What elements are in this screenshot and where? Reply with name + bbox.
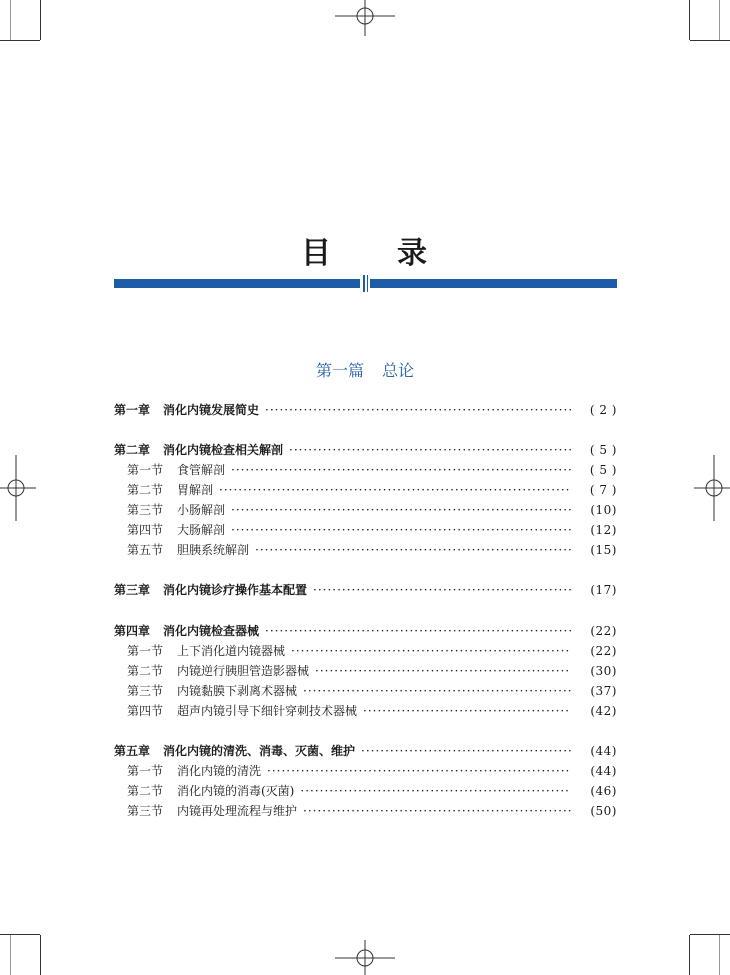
toc-number: 第三节	[127, 503, 164, 517]
crop-mark	[719, 0, 720, 40]
toc-number: 第二节	[127, 483, 164, 497]
toc-title: 消化内镜诊疗操作基本配置	[163, 583, 308, 597]
toc-section-row[interactable]	[114, 461, 617, 479]
toc-section-row[interactable]	[114, 481, 617, 499]
registration-mark-right	[694, 455, 730, 521]
toc-number: 第四章	[114, 624, 151, 638]
toc-title: 内镜再处理流程与维护	[177, 804, 298, 818]
part-title	[0, 358, 730, 381]
toc-leader-dots	[363, 702, 571, 720]
toc-leader-dots	[289, 441, 571, 459]
toc-title: 胃解剖	[177, 483, 214, 497]
toc-number: 第一章	[114, 403, 151, 417]
toc-section-row[interactable]	[114, 702, 617, 720]
crop-mark	[0, 40, 40, 41]
toc-leader-dots	[231, 521, 571, 539]
toc-page: (46)	[590, 784, 617, 798]
title-rule-right	[370, 279, 617, 288]
toc-chapter-row[interactable]	[114, 742, 617, 760]
page-title	[0, 228, 730, 272]
toc-title: 超声内镜引导下细针穿刺技术器械	[177, 704, 358, 718]
toc-section-row[interactable]	[114, 662, 617, 680]
toc-page: (30)	[590, 664, 617, 678]
toc-title: 胆胰系统解剖	[177, 543, 250, 557]
toc-leader-dots	[231, 461, 571, 479]
toc-chapter-row[interactable]	[114, 441, 617, 459]
toc-number: 第一节	[127, 644, 164, 658]
toc-title: 内镜逆行胰胆管造影器械	[177, 664, 310, 678]
toc-title: 消化内镜的消毒(灭菌)	[177, 784, 295, 798]
part-name: 总论	[382, 361, 415, 380]
toc-title: 消化内镜的清洗	[177, 764, 262, 778]
toc-leader-dots	[303, 682, 571, 700]
toc-title: 消化内镜检查相关解剖	[163, 443, 284, 457]
toc-number: 第四节	[127, 523, 164, 537]
registration-mark-left	[0, 455, 36, 521]
crop-mark	[690, 40, 730, 41]
crop-mark	[40, 0, 41, 40]
registration-mark-top	[335, 0, 395, 36]
toc-page: (22)	[590, 624, 617, 638]
toc-number: 第五节	[127, 543, 164, 557]
toc-page: (50)	[590, 804, 617, 818]
toc-chapter-row[interactable]	[114, 622, 617, 640]
toc-page: ( 5 )	[589, 463, 617, 477]
toc-section-row[interactable]	[114, 762, 617, 780]
crop-mark	[10, 935, 11, 975]
toc-leader-dots	[267, 762, 571, 780]
toc-leader-dots	[313, 581, 571, 599]
toc-page: (22)	[590, 644, 617, 658]
toc-page: ( 7 )	[589, 483, 617, 497]
crop-mark	[689, 0, 690, 40]
toc-leader-dots	[265, 622, 571, 640]
toc-section-row[interactable]	[114, 682, 617, 700]
toc-leader-dots	[219, 481, 571, 499]
toc-page: (37)	[590, 684, 617, 698]
toc-title: 内镜黏膜下剥离术器械	[177, 684, 298, 698]
toc-title: 消化内镜的清洗、消毒、灭菌、维护	[163, 744, 356, 758]
title-char-2: 录	[397, 236, 429, 271]
toc-title: 食管解剖	[177, 463, 226, 477]
toc-leader-dots	[255, 541, 571, 559]
crop-mark	[40, 935, 41, 975]
toc-page: (44)	[590, 764, 617, 778]
toc-number: 第三章	[114, 583, 151, 597]
toc-leader-dots	[315, 662, 571, 680]
toc-number: 第三节	[127, 684, 164, 698]
toc-section-row[interactable]	[114, 541, 617, 559]
toc-title: 消化内镜发展简史	[163, 403, 260, 417]
toc-chapter-row[interactable]	[114, 581, 617, 599]
toc-title: 小肠解剖	[177, 503, 226, 517]
toc-leader-dots	[265, 401, 571, 419]
toc-title: 消化内镜检查器械	[163, 624, 260, 638]
toc-number: 第五章	[114, 744, 151, 758]
crop-mark	[0, 934, 40, 935]
crop-mark	[689, 935, 690, 975]
toc-page: ( 2 )	[589, 403, 617, 417]
toc-title: 上下消化道内镜器械	[177, 644, 286, 658]
toc-number: 第二节	[127, 664, 164, 678]
toc-leader-dots	[231, 501, 571, 519]
toc-number: 第四节	[127, 704, 164, 718]
toc-title: 大肠解剖	[177, 523, 226, 537]
toc-page: (17)	[590, 583, 617, 597]
toc-page: (42)	[590, 704, 617, 718]
toc-leader-dots	[291, 642, 571, 660]
toc-number: 第二章	[114, 443, 151, 457]
toc-chapter-row[interactable]	[114, 401, 617, 419]
toc-number: 第二节	[127, 784, 164, 798]
title-rule-divider	[367, 275, 368, 292]
toc-number: 第三节	[127, 804, 164, 818]
toc-section-row[interactable]	[114, 501, 617, 519]
crop-mark	[690, 934, 730, 935]
toc-page: (15)	[590, 543, 617, 557]
toc-section-row[interactable]	[114, 642, 617, 660]
title-rule-left	[114, 279, 360, 288]
crop-mark	[10, 0, 11, 40]
toc-section-row[interactable]	[114, 782, 617, 800]
toc-section-row[interactable]	[114, 521, 617, 539]
toc-number: 第一节	[127, 463, 164, 477]
toc-leader-dots	[300, 782, 571, 800]
title-rule-divider	[363, 275, 365, 292]
crop-mark	[719, 935, 720, 975]
toc-page: (44)	[590, 744, 617, 758]
registration-mark-bottom	[335, 940, 395, 975]
toc-page: (12)	[590, 523, 617, 537]
toc-page: ( 5 )	[589, 443, 617, 457]
title-char-1: 目	[301, 236, 333, 271]
toc-number: 第一节	[127, 764, 164, 778]
toc-page: (10)	[590, 503, 617, 517]
toc-leader-dots	[361, 742, 571, 760]
toc-leader-dots	[303, 802, 571, 820]
toc-section-row[interactable]	[114, 802, 617, 820]
part-label: 第一篇	[315, 361, 364, 380]
